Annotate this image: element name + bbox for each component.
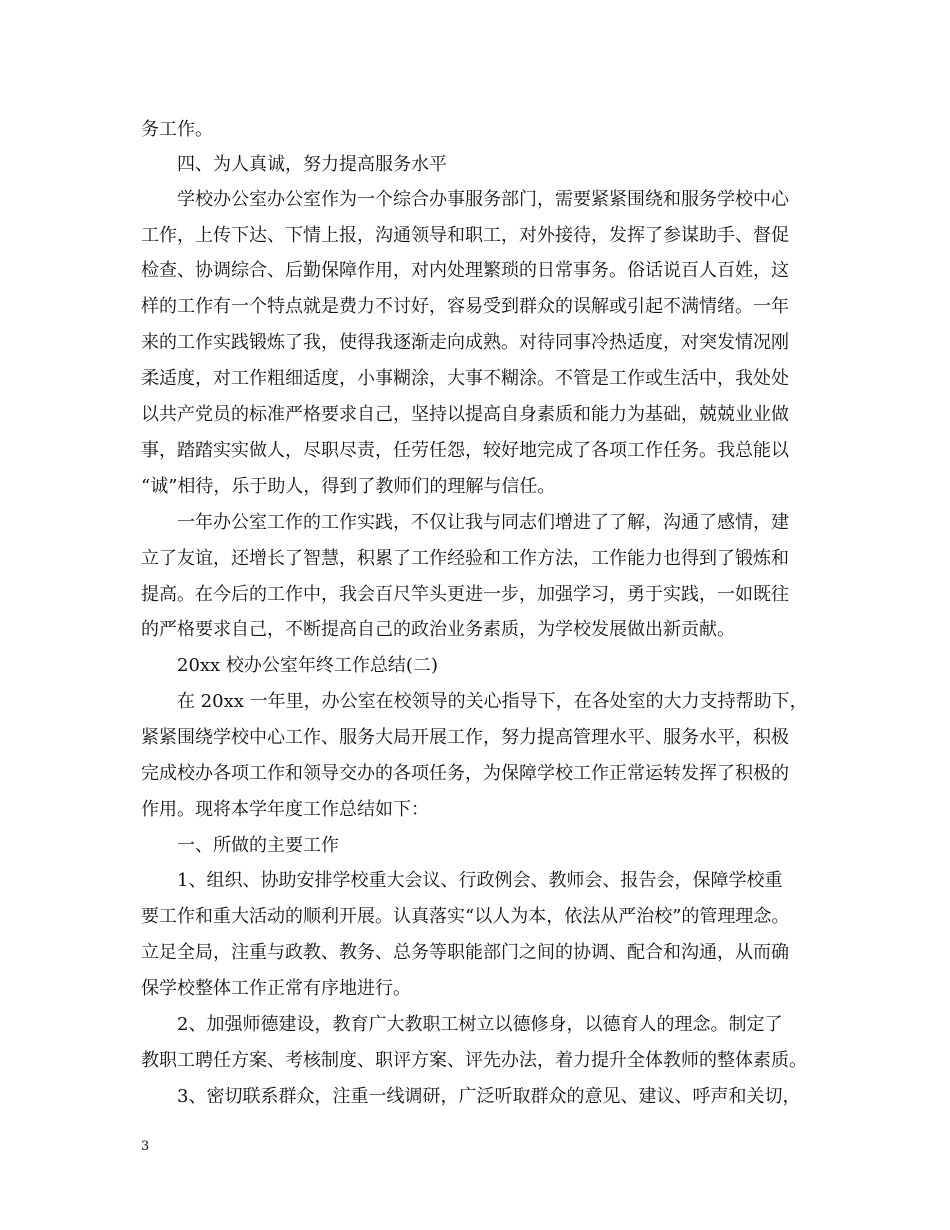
article-title: 20xx 校办公室年终工作总结(二) bbox=[177, 655, 438, 676]
text-line: “诚”相待，乐于助人，得到了教师们的理解与信任。 bbox=[141, 476, 556, 497]
text-line: 样的工作有一个特点就是费力不讨好，容易受到群众的误解或引起不满情绪。一年 bbox=[141, 296, 789, 317]
text-line: 要工作和重大活动的顺利开展。认真落实“以人为本，依法从严治校”的管理理念。 bbox=[141, 906, 790, 927]
text-line: 学校办公室办公室作为一个综合办事服务部门，需要紧紧围绕和服务学校中心 bbox=[177, 189, 789, 210]
text-line: 2、加强师德建设，教育广大教职工树立以德修身，以德育人的理念。制定了 bbox=[177, 1014, 783, 1035]
text-line: 保学校整体工作正常有序地进行。 bbox=[141, 978, 411, 999]
text-line: 的严格要求自己，不断提高自己的政治业务素质，为学校发展做出新贡献。 bbox=[141, 619, 735, 640]
text-line: 立足全局，注重与政教、教务、总务等职能部门之间的协调、配合和沟通，从而确 bbox=[141, 942, 789, 963]
text-line: 完成校办各项工作和领导交办的各项任务，为保障学校工作正常运转发挥了积极的 bbox=[141, 763, 789, 784]
text-line: 一年办公室工作的工作实践，不仅让我与同志们增进了了解，沟通了感情，建 bbox=[177, 512, 789, 533]
text-line: 作用。现将本学年度工作总结如下： bbox=[141, 799, 429, 820]
text-line: 柔适度，对工作粗细适度，小事糊涂，大事不糊涂。不管是工作或生活中，我处处 bbox=[141, 368, 789, 389]
section-heading: 四、为人真诚，努力提高服务水平 bbox=[177, 154, 447, 175]
page-number: 3 bbox=[141, 1139, 150, 1154]
text-line: 工作，上传下达、下情上报，沟通领导和职工，对外接待，发挥了参谋助手、督促 bbox=[141, 225, 789, 246]
text-line: 3、密切联系群众，注重一线调研，广泛听取群众的意见、建议、呼声和关切， bbox=[177, 1086, 801, 1107]
text-line: 教职工聘任方案、考核制度、职评方案、评先办法，着力提升全体教师的整体素质。 bbox=[141, 1050, 807, 1071]
text-line: 事，踏踏实实做人，尽职尽责，任劳任怨，较好地完成了各项工作任务。我总能以 bbox=[141, 440, 789, 461]
text-line: 务工作。 bbox=[141, 119, 213, 140]
text-line: 立了友谊，还增长了智慧，积累了工作经验和工作方法，工作能力也得到了锻炼和 bbox=[141, 548, 789, 569]
text-line: 检查、协调综合、后勤保障作用，对内处理繁琐的日常事务。俗话说百人百姓，这 bbox=[141, 260, 789, 281]
text-line: 紧紧围绕学校中心工作、服务大局开展工作，努力提高管理水平、服务水平，积极 bbox=[141, 727, 789, 748]
text-line: 来的工作实践锻炼了我，使得我逐渐走向成熟。对待同事冷热适度，对突发情况刚 bbox=[141, 332, 789, 353]
text-line: 1、组织、协助安排学校重大会议、行政例会、教师会、报告会，保障学校重 bbox=[177, 870, 783, 891]
section-heading: 一、所做的主要工作 bbox=[177, 835, 339, 856]
text-line: 在 20xx 一年里，办公室在校领导的关心指导下，在各处室的大力支持帮助下， bbox=[177, 691, 808, 712]
text-line: 提高。在今后的工作中，我会百尺竿头更进一步，加强学习，勇于实践，一如既往 bbox=[141, 584, 789, 605]
text-line: 以共产党员的标准严格要求自己，坚持以提高自身素质和能力为基础，兢兢业业做 bbox=[141, 404, 789, 425]
